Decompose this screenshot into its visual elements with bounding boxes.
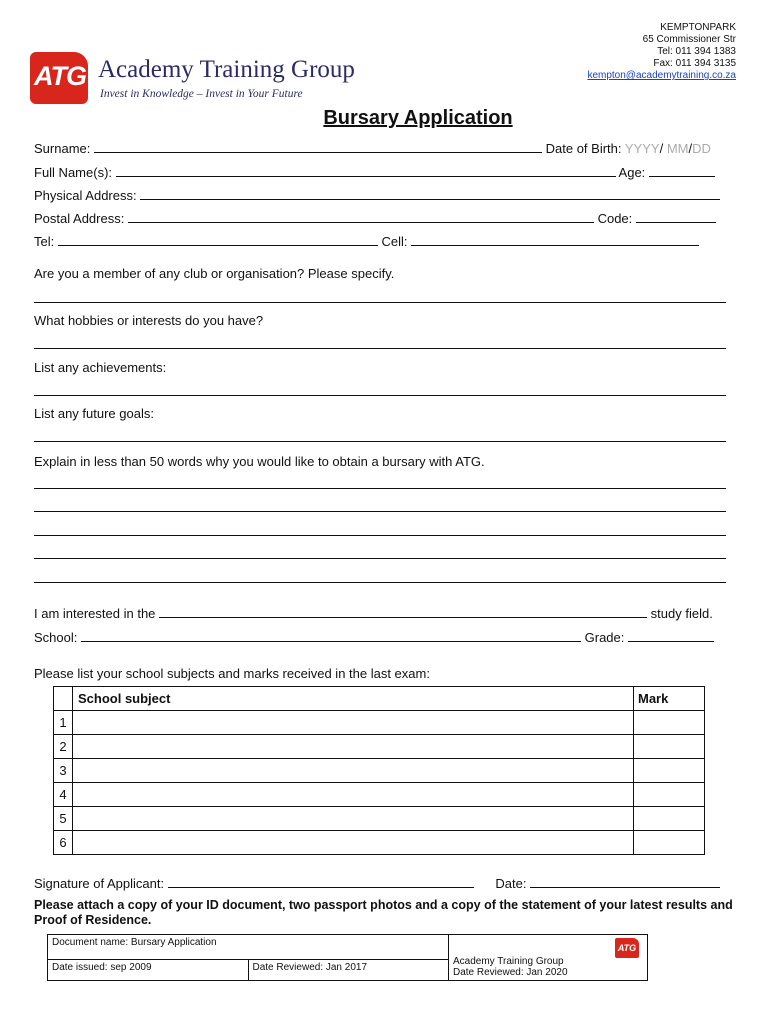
- study-suffix: study field.: [650, 606, 713, 621]
- physical-address-row: [34, 188, 726, 203]
- goals-question: List any future goals:: [34, 406, 154, 421]
- signature-field[interactable]: [168, 876, 474, 888]
- club-answer-line[interactable]: [34, 302, 726, 303]
- attachment-note: Please attach a copy of your ID document, two passport photos and a copy of the statement of your latest results and Proof of Residence.: [34, 898, 733, 927]
- subject-cell[interactable]: [73, 783, 634, 807]
- subject-cell[interactable]: [73, 759, 634, 783]
- cell-label: Cell:: [381, 234, 408, 249]
- hobbies-question: What hobbies or interests do you have?: [34, 313, 264, 328]
- study-field-row: [34, 606, 726, 621]
- school-field[interactable]: [81, 630, 581, 642]
- surname-label: Surname:: [34, 141, 91, 156]
- row-number: 6: [54, 831, 73, 855]
- grade-label: Grade:: [584, 630, 625, 645]
- table-row: [54, 711, 705, 735]
- subject-cell[interactable]: [73, 831, 634, 855]
- contact-address: 65 Commissioner Str: [642, 34, 736, 45]
- physical-address-field[interactable]: [140, 188, 720, 200]
- dob-mm: MM: [666, 141, 689, 156]
- table-row: [54, 783, 705, 807]
- mark-cell[interactable]: [634, 759, 705, 783]
- subject-cell[interactable]: [73, 711, 634, 735]
- mark-cell[interactable]: [634, 831, 705, 855]
- page-title: Bursary Application: [323, 107, 513, 129]
- mark-column-header: Mark: [634, 687, 705, 711]
- signature-date-label: Date:: [495, 876, 527, 891]
- study-field-input[interactable]: [159, 606, 647, 618]
- footer-reviewed-2020: Date Reviewed: Jan 2020: [453, 967, 568, 978]
- tel-label: Tel:: [34, 234, 55, 249]
- tel-field[interactable]: [58, 234, 378, 246]
- postal-address-row: [34, 211, 726, 226]
- full-names-field[interactable]: [116, 165, 616, 177]
- table-row: [54, 759, 705, 783]
- age-field[interactable]: [649, 165, 715, 177]
- explain-answer-line[interactable]: [34, 582, 726, 583]
- atg-logo: [30, 52, 355, 104]
- study-prefix: I am interested in the: [34, 606, 156, 621]
- dob-label: Date of Birth:: [545, 141, 622, 156]
- contact-block: [587, 22, 736, 82]
- explain-answer-line[interactable]: [34, 535, 726, 536]
- row-number: 4: [54, 783, 73, 807]
- signature-date-field[interactable]: [530, 876, 720, 888]
- footer-org-cell: [449, 935, 648, 981]
- explain-answer-line[interactable]: [34, 558, 726, 559]
- table-row: [54, 831, 705, 855]
- subjects-intro: Please list your school subjects and marks received in the last exam:: [34, 666, 430, 681]
- explain-answer-line[interactable]: [34, 511, 726, 512]
- footer-logo-icon: ATG: [615, 938, 639, 958]
- subject-cell[interactable]: [73, 807, 634, 831]
- tel-row: [34, 234, 726, 249]
- cell-field[interactable]: [411, 234, 699, 246]
- subjects-header-row: [54, 687, 705, 711]
- signature-label: Signature of Applicant:: [34, 876, 165, 891]
- surname-row: Surname: Date of Birth: YYYY/ MM/DD: [34, 141, 711, 156]
- table-cell: [54, 687, 73, 711]
- table-row: [54, 735, 705, 759]
- achievements-question: List any achievements:: [34, 360, 167, 375]
- physical-address-label: Physical Address:: [34, 188, 137, 203]
- footer-doc-name: Document name: Bursary Application: [48, 935, 449, 960]
- goals-answer-line[interactable]: [34, 441, 726, 442]
- table-row: [54, 807, 705, 831]
- school-row: [34, 630, 726, 645]
- contact-email-link[interactable]: kempton@academytraining.co.za: [587, 70, 736, 81]
- mark-cell[interactable]: [634, 807, 705, 831]
- school-label: School:: [34, 630, 78, 645]
- achievements-answer-line[interactable]: [34, 395, 726, 396]
- club-question: Are you a member of any club or organisation? Please specify.: [34, 266, 395, 281]
- footer-reviewed-2017: Date Reviewed: Jan 2017: [248, 960, 449, 981]
- mark-cell[interactable]: [634, 711, 705, 735]
- logo-name: Academy Training Group: [98, 56, 355, 83]
- code-field[interactable]: [636, 211, 716, 223]
- hobbies-answer-line[interactable]: [34, 348, 726, 349]
- row-number: 2: [54, 735, 73, 759]
- explain-answer-line[interactable]: [34, 488, 726, 489]
- explain-question: Explain in less than 50 words why you would like to obtain a bursary with ATG.: [34, 454, 485, 469]
- contact-fax: Fax: 011 394 3135: [653, 58, 736, 69]
- row-number: 5: [54, 807, 73, 831]
- mark-cell[interactable]: [634, 735, 705, 759]
- footer-issued: Date issued: sep 2009: [48, 960, 249, 981]
- full-names-label: Full Name(s):: [34, 165, 113, 180]
- code-label: Code:: [597, 211, 633, 226]
- contact-branch: KEMPTONPARK: [660, 22, 736, 33]
- signature-row: [34, 876, 726, 891]
- subject-column-header: School subject: [73, 687, 634, 711]
- mark-cell[interactable]: [634, 783, 705, 807]
- row-number: 3: [54, 759, 73, 783]
- contact-tel: Tel: 011 394 1383: [657, 46, 736, 57]
- subject-cell[interactable]: [73, 735, 634, 759]
- postal-address-field[interactable]: [128, 211, 594, 223]
- grade-field[interactable]: [628, 630, 714, 642]
- surname-field[interactable]: [94, 141, 542, 153]
- subjects-table: [53, 686, 705, 855]
- document-footer: [47, 934, 648, 981]
- footer-org: Academy Training Group: [453, 956, 564, 967]
- row-number: 1: [54, 711, 73, 735]
- full-names-row: [34, 165, 726, 180]
- dob-dd: DD: [692, 141, 711, 156]
- age-label: Age:: [618, 165, 646, 180]
- atg-logo-mark: ATG: [30, 52, 88, 104]
- dob-yyyy: YYYY: [624, 141, 660, 156]
- logo-tagline: Invest in Knowledge – Invest in Your Future: [100, 88, 303, 100]
- postal-address-label: Postal Address:: [34, 211, 125, 226]
